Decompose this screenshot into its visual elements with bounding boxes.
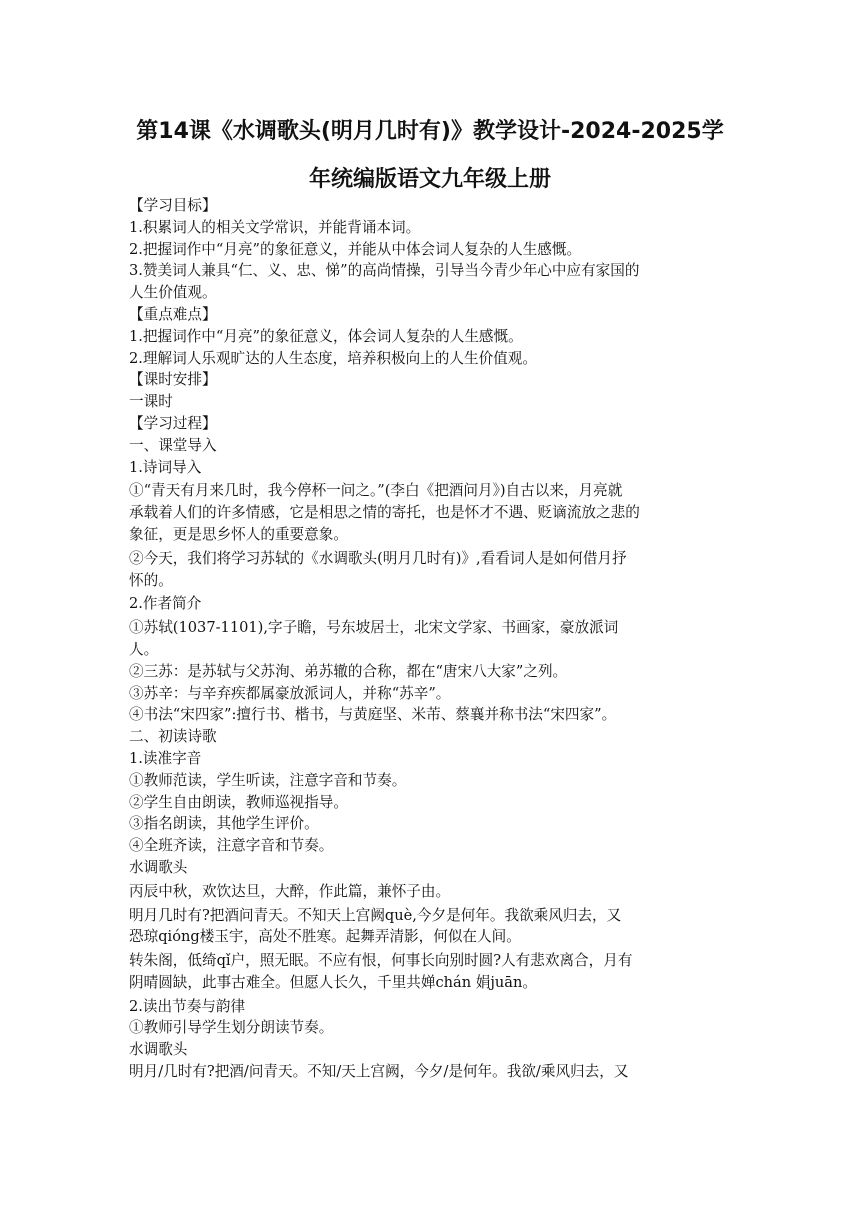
paragraph-line: 3.赞美词人兼具“仁、义、忠、悌”的高尚情操，引导当今青少年心中应有家国的	[129, 262, 640, 280]
document-title-line-2: 年统编版语文九年级上册	[308, 167, 551, 192]
section-heading-schedule: 【课时安排】	[129, 371, 217, 389]
paragraph-line: 1.把握词作中“月亮”的象征意义，体会词人复杂的人生感慨。	[129, 327, 523, 345]
subsection-heading: 二、初读诗歌	[129, 728, 217, 746]
paragraph-line: 象征，更是思乡怀人的重要意象。	[129, 525, 348, 543]
paragraph-line: ①教师范读，学生听读，注意字音和节奏。	[129, 771, 407, 789]
subsection-heading: 一、课堂导入	[129, 436, 217, 454]
paragraph-line: 2.理解词人乐观旷达的人生态度，培养积极向上的人生价值观。	[129, 349, 537, 367]
paragraph-line: ③指名朗读，其他学生评价。	[129, 815, 319, 833]
paragraph-line: ①苏轼(1037-1101),字子瞻，号东坡居士，北宋文学家、书画家，豪放派词	[129, 619, 619, 637]
section-heading-learning-goals: 【学习目标】	[129, 197, 217, 214]
paragraph-line: ④书法“宋四家”:擅行书、楷书，与黄庭坚、米芾、蔡襄并称书法“宋四家”。	[129, 706, 617, 724]
subsection-heading: 1.读准字音	[129, 749, 202, 767]
paragraph-line: ②三苏：是苏轼与父苏洵、弟苏辙的合称，都在“唐宋八大家”之列。	[129, 662, 568, 680]
document-body	[129, 195, 733, 1083]
section-heading-key-points: 【重点难点】	[129, 305, 217, 323]
paragraph-line: 人生价值观。	[129, 284, 217, 302]
paragraph-line: ④全班齐读，注意字音和节奏。	[129, 837, 334, 855]
poem-line: 阴晴圆缺，此事古难全。但愿人长久，千里共婵chán 娟juān。	[129, 973, 537, 991]
paragraph-line: 1.积累词人的相关文学常识，并能背诵本词。	[129, 218, 421, 236]
poem-title: 水调歌头	[129, 1041, 188, 1059]
section-heading-process: 【学习过程】	[129, 414, 217, 432]
paragraph-line: ①“青天有月来几时，我今停杯一问之。”(李白《把酒问月》)自古以来，月亮就	[129, 482, 623, 500]
paragraph-line: ②今天，我们将学习苏轼的《水调歌头(明月几时有)》,看看词人是如何借月抒	[129, 549, 627, 567]
paragraph-line: 怀的。	[129, 571, 173, 589]
poem-line: 转朱阁，低绮qǐ户，照无眠。不应有恨，何事长向别时圆?人有悲欢离合，月有	[129, 952, 633, 970]
paragraph-line: 2.把握词作中“月亮”的象征意义，并能从中体会词人复杂的人生感慨。	[129, 240, 582, 258]
paragraph-line: 承载着人们的许多情感，它是相思之情的寄托，也是怀才不遇、贬谪流放之悲的	[129, 504, 640, 522]
paragraph-line: ②学生自由朗读，教师巡视指导。	[129, 793, 348, 811]
paragraph-line: ①教师引导学生划分朗读节奏。	[129, 1019, 334, 1037]
poem-line: 明月几时有?把酒问青天。不知天上宫阙què,今夕是何年。我欲乘风归去，又	[129, 906, 622, 924]
subsection-heading: 2.读出节奏与韵律	[129, 997, 246, 1015]
poem-line: 明月/几时有?把酒/问青天。不知/天上宫阙，今夕/是何年。我欲/乘风归去，又	[129, 1063, 629, 1081]
subsection-heading: 2.作者简介	[129, 595, 202, 613]
paragraph-line: 一课时	[129, 393, 173, 411]
poem-line: 恐琼qióng楼玉宇，高处不胜寒。起舞弄清影，何似在人间。	[129, 928, 521, 946]
subsection-heading: 1.诗词导入	[129, 458, 202, 476]
document-title-line-1: 第14课《水调歌头(明月几时有)》教学设计-2024-2025学	[136, 119, 724, 144]
poem-title: 水调歌头	[129, 858, 188, 876]
paragraph-line: ③苏辛：与辛弃疾都属豪放派词人，并称“苏辛”。	[129, 684, 451, 702]
poem-preface: 丙辰中秋，欢饮达旦，大醉，作此篇，兼怀子由。	[129, 882, 451, 900]
paragraph-line: 人。	[129, 640, 159, 658]
